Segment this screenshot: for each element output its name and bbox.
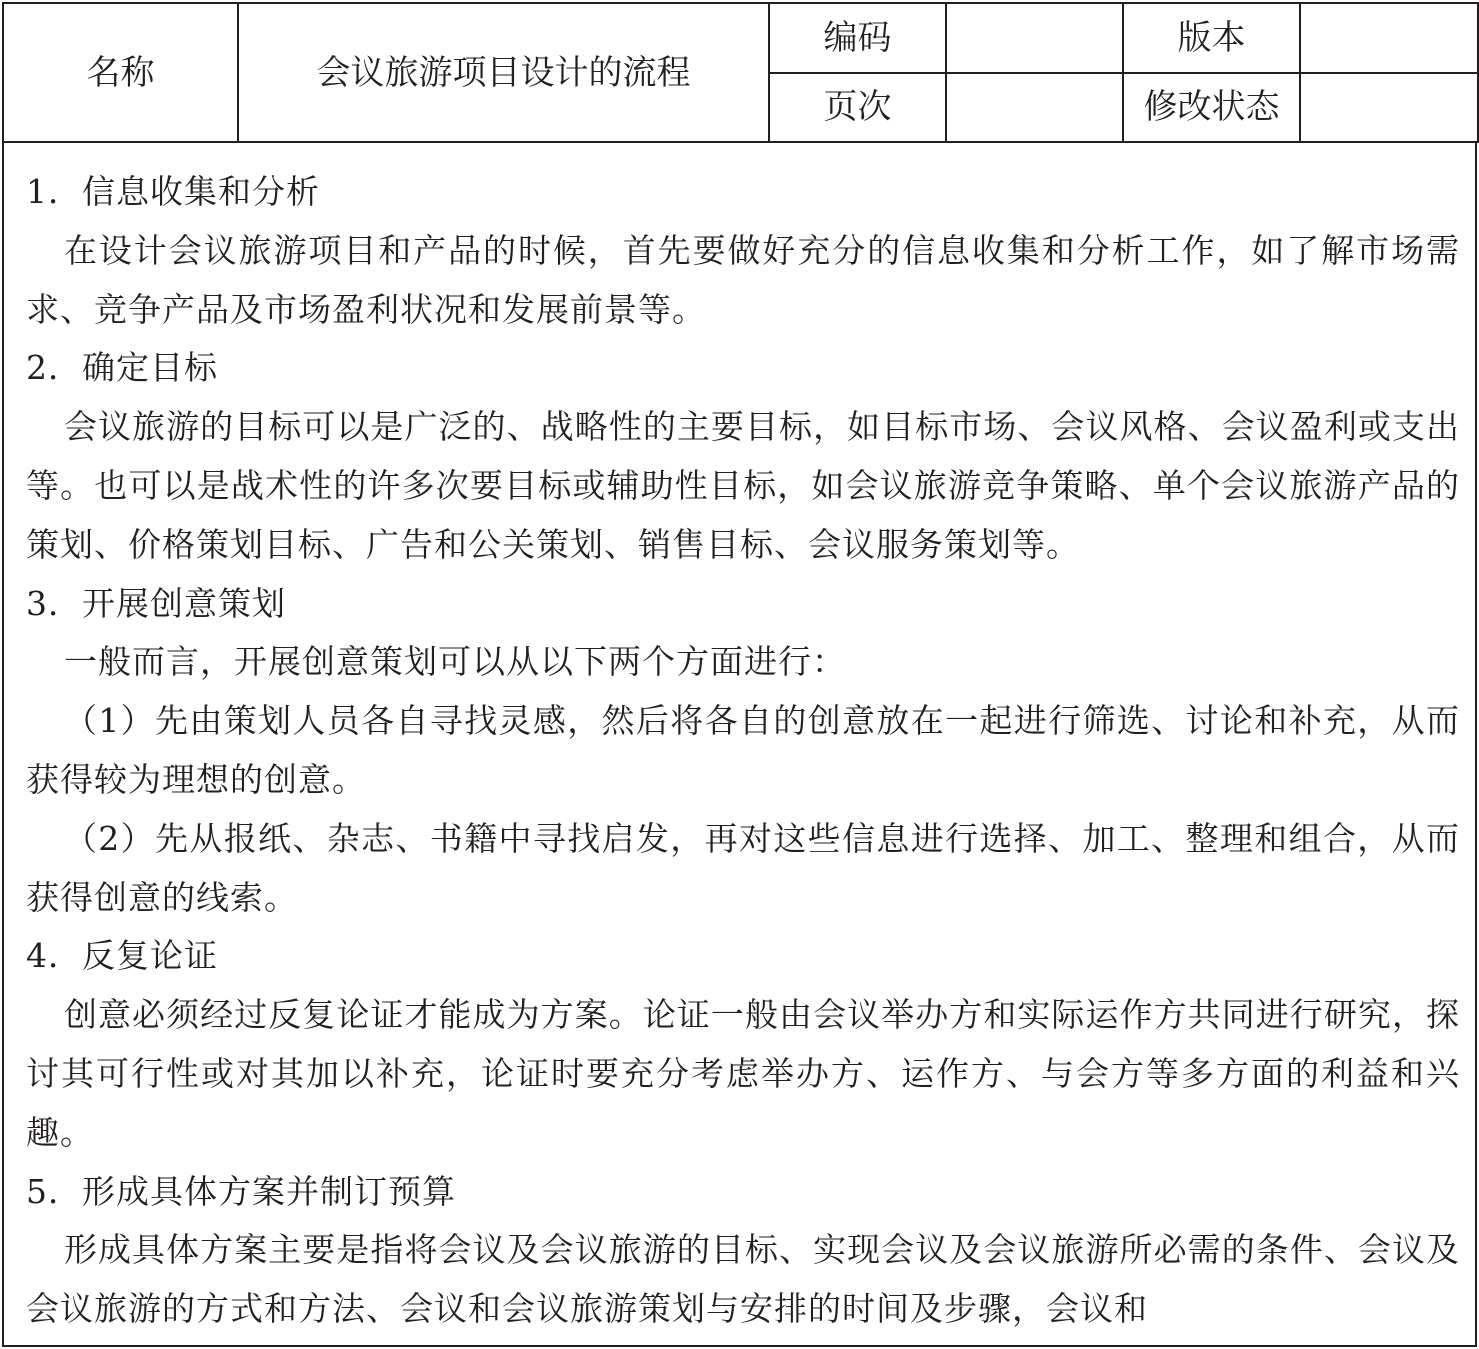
section-paragraph: （1）先由策划人员各自寻找灵感，然后将各自的创意放在一起进行筛选、讨论和补充，从而获得较为理想的创意。 <box>26 701 1460 799</box>
code-label: 编码 <box>769 3 946 73</box>
version-value <box>1300 3 1478 73</box>
section-heading: 1．信息收集和分析 <box>26 172 320 211</box>
section-paragraph: 一般而言，开展创意策划可以从以下两个方面进行： <box>63 642 846 682</box>
code-value <box>946 3 1123 73</box>
section-paragraph: 在设计会议旅游项目和产品的时候，首先要做好充分的信息收集和分析工作，如了解市场需求、竞争产品及市场盈利状况和发展前景等。 <box>26 230 1460 329</box>
section-heading: 3．开展创意策划 <box>26 583 286 623</box>
section-paragraph: 创意必须经过反复论证才能成为方案。论证一般由会议举办方和实际运作方共同进行研究，探讨其可行性或对其加以补充，论证时要充分考虑举办方、运作方、与会方等多方面的利益和兴趣。 <box>26 995 1460 1152</box>
revision-label: 修改状态 <box>1123 73 1300 143</box>
revision-value <box>1300 73 1478 143</box>
section-paragraph: 会议旅游的目标可以是广泛的、战略性的主要目标，如目标市场、会议风格、会议盈利或支出等。也可以是战术性的许多次要目标或辅助性目标，如会议旅游竞争策略、单个会议旅游产品的策划、价格策划目标、广告和公关策划、销售目标、会议服务策划等。 <box>26 407 1460 564</box>
section-heading: 4．反复论证 <box>26 936 218 976</box>
section-paragraph: （2）先从报纸、杂志、书籍中寻找启发，再对这些信息进行选择、加工、整理和组合，从而获得创意的线索。 <box>26 818 1460 917</box>
content-body <box>26 163 1460 1339</box>
header-table <box>2 2 1479 143</box>
content-box <box>2 143 1477 1347</box>
page-label: 页次 <box>769 73 946 143</box>
section-heading: 2．确定目标 <box>26 348 218 388</box>
section-paragraph: 形成具体方案主要是指将会议及会议旅游的目标、实现会议及会议旅游所必需的条件、会议及会议旅游的方式和方法、会议和会议旅游策划与安排的时间及步骤，会议和 <box>26 1230 1460 1329</box>
page-value <box>946 73 1123 143</box>
document-title: 会议旅游项目设计的流程 <box>238 3 769 142</box>
version-label: 版本 <box>1123 3 1300 73</box>
name-label: 名称 <box>3 3 238 142</box>
section-heading: 5．形成具体方案并制订预算 <box>26 1171 456 1211</box>
